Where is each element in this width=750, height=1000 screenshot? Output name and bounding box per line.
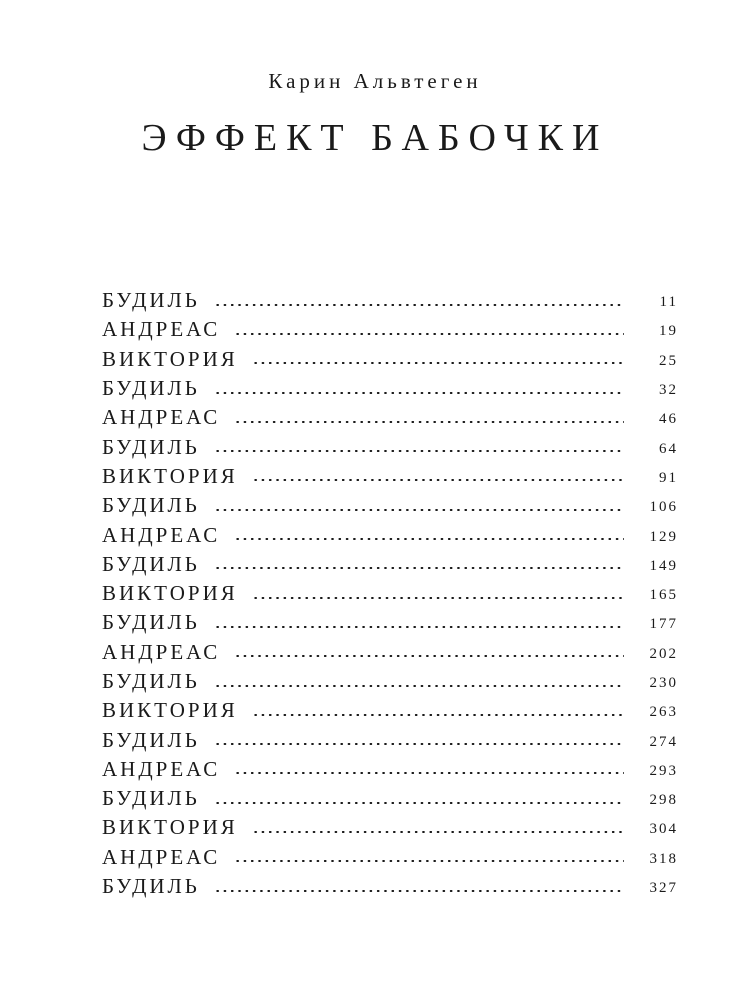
toc-page-number: 165 [649,587,678,604]
toc-entry [102,432,678,461]
toc-dot-leader [252,831,624,833]
toc-chapter-name: АНДРЕАС [102,317,221,342]
toc-page-number: 298 [649,792,678,809]
toc-entry [102,843,678,872]
toc-entry [102,286,678,315]
toc-chapter-name: ВИКТОРИЯ [102,815,238,840]
toc-entry [102,608,678,637]
toc-chapter-name: БУДИЛЬ [102,727,200,752]
toc-page-number: 25 [659,352,678,369]
toc-page-number: 274 [649,733,678,750]
toc-entry [102,784,678,813]
toc-page-number: 91 [659,469,678,486]
toc-dot-leader [214,685,624,687]
toc-entry [102,315,678,344]
toc-page-number: 149 [649,557,678,574]
toc-entry [102,550,678,579]
toc-entry [102,638,678,667]
toc-entry [102,667,678,696]
toc-entry [102,872,678,901]
toc-chapter-name: ВИКТОРИЯ [102,346,238,371]
toc-dot-leader [252,597,624,599]
toc-dot-leader [214,890,624,892]
toc-dot-leader [252,714,624,716]
toc-entry [102,345,678,374]
toc-dot-leader [252,479,624,481]
toc-chapter-name: БУДИЛЬ [102,874,200,899]
toc-dot-leader [234,333,624,335]
toc-chapter-name: ВИКТОРИЯ [102,698,238,723]
toc-chapter-name: ВИКТОРИЯ [102,581,238,606]
toc-dot-leader [214,567,624,569]
toc-chapter-name: АНДРЕАС [102,639,221,664]
toc-dot-leader [234,421,624,423]
toc-chapter-name: ВИКТОРИЯ [102,463,238,488]
toc-page-number: 318 [649,850,678,867]
toc-chapter-name: АНДРЕАС [102,756,221,781]
toc-chapter-name: БУДИЛЬ [102,610,200,635]
toc-chapter-name: БУДИЛЬ [102,493,200,518]
toc-dot-leader [234,655,624,657]
toc-dot-leader [214,304,624,306]
toc-chapter-name: БУДИЛЬ [102,786,200,811]
toc-chapter-name: АНДРЕАС [102,405,221,430]
toc-dot-leader [214,392,624,394]
toc-page-number: 64 [659,440,678,457]
toc-entry [102,579,678,608]
toc-page-number: 129 [649,528,678,545]
table-of-contents [102,286,678,901]
toc-dot-leader [214,802,624,804]
toc-page-number: 293 [649,762,678,779]
toc-entry [102,813,678,842]
toc-page-number: 19 [659,323,678,340]
toc-page-number: 106 [649,499,678,516]
toc-page-number: 32 [659,382,678,399]
toc-dot-leader [214,509,624,511]
toc-chapter-name: БУДИЛЬ [102,669,200,693]
toc-dot-leader [234,538,624,540]
toc-page-number: 11 [659,294,678,311]
toc-page-number: 230 [649,675,678,691]
toc-chapter-name: АНДРЕАС [102,522,221,547]
book-title: ЭФФЕКТ БАБОЧКИ [141,117,609,159]
toc-entry [102,374,678,403]
author-name: Карин Альвтеген [268,69,482,93]
toc-entry [102,462,678,491]
toc-dot-leader [214,450,624,452]
toc-entry [102,520,678,549]
toc-chapter-name: АНДРЕАС [102,844,221,869]
toc-dot-leader [234,772,624,774]
toc-page-number: 327 [649,880,678,897]
toc-page-number: 263 [649,704,678,721]
toc-page-number: 304 [649,821,678,838]
toc-chapter-name: БУДИЛЬ [102,434,200,459]
toc-dot-leader [252,362,624,364]
toc-entry [102,491,678,520]
toc-chapter-name: БУДИЛЬ [102,288,200,313]
toc-chapter-name: БУДИЛЬ [102,551,200,576]
toc-entry [102,755,678,784]
toc-page-number: 46 [659,411,678,428]
toc-chapter-name: БУДИЛЬ [102,376,200,401]
toc-entry [102,725,678,754]
toc-entry [102,696,678,725]
toc-dot-leader [214,626,624,628]
toc-page-number: 202 [649,645,678,662]
toc-dot-leader [234,860,624,862]
toc-dot-leader [214,743,624,745]
toc-entry [102,403,678,432]
toc-page-number: 177 [649,616,678,633]
